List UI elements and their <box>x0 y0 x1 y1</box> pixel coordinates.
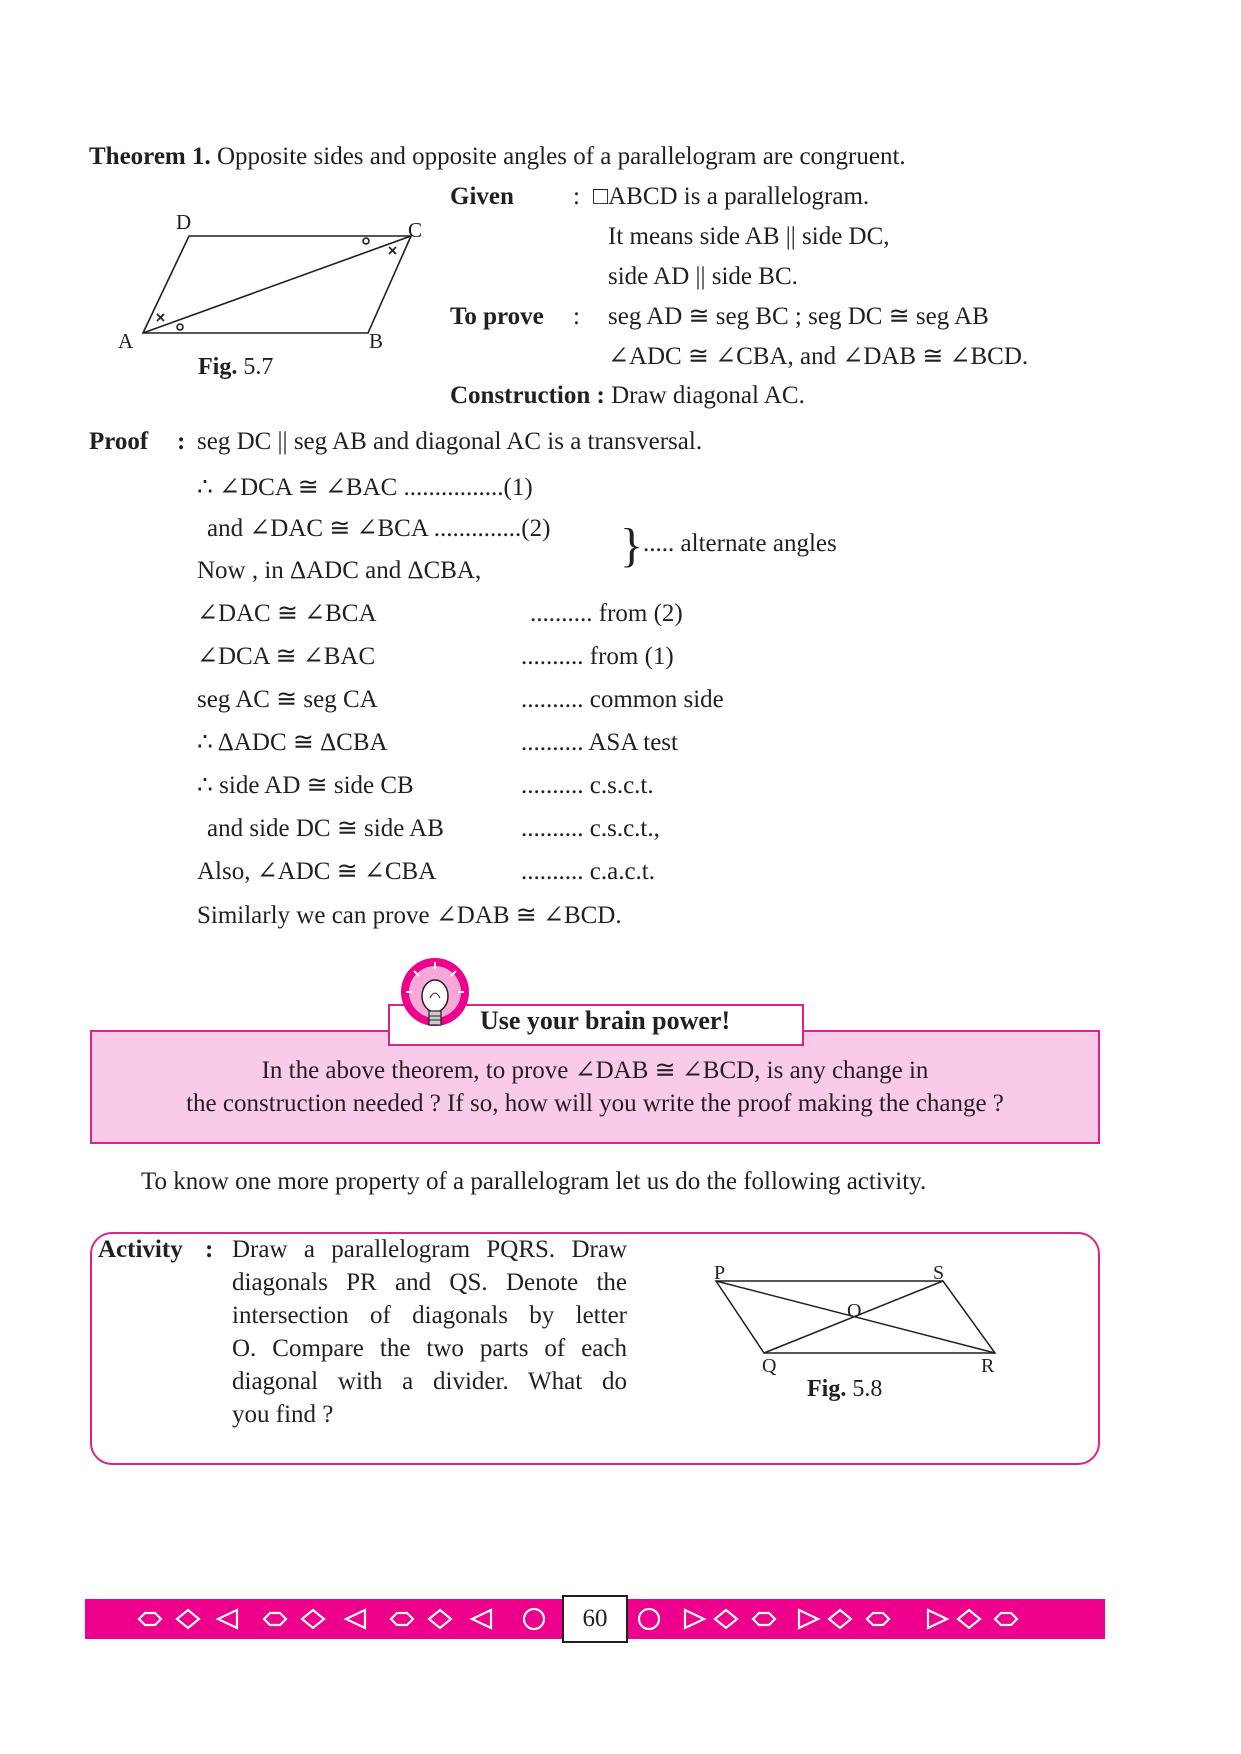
given-line-3: side AD || side BC. <box>608 263 798 290</box>
brain-power-title: Use your brain power! <box>480 1006 731 1035</box>
activity-line: Draw a parallelogram PQRS. Draw <box>232 1236 627 1263</box>
proof-step-reason: .......... c.s.c.t. <box>521 772 654 799</box>
figure-caption-5-7: Fig. 5.7 <box>198 354 274 380</box>
proof-step-reason: .......... c.s.c.t., <box>521 815 660 842</box>
theorem-text: Opposite sides and opposite angles of a parallelogram are congruent. <box>217 143 906 170</box>
to-prove-label: To prove <box>450 303 544 330</box>
activity-label: Activity <box>98 1236 183 1263</box>
vertex-label-o: O <box>847 1300 862 1322</box>
brain-power-line-1: In the above theorem, to prove ∠DAB ≅ ∠BCD, is any change in <box>261 1057 929 1084</box>
activity-line: O. Compare the two parts of each <box>232 1335 627 1362</box>
proof-step-reason: .......... from (2) <box>530 600 683 627</box>
activity-line: you find ? <box>232 1401 334 1428</box>
alternate-angles-note: }..... alternate angles <box>620 519 837 572</box>
proof-step-stmt: ∴ ΔADC ≅ ΔCBA <box>197 729 388 756</box>
vertex-label-b: B <box>369 329 384 353</box>
proof-line-1: ∴ ∠DCA ≅ ∠BAC ................(1) <box>197 474 533 501</box>
vertex-label-c: C <box>408 218 423 242</box>
proof-line-2: and ∠DAC ≅ ∠BCA ..............(2) <box>207 515 551 542</box>
to-prove-line-1: seg AD ≅ seg BC ; seg DC ≅ seg AB <box>608 303 989 330</box>
proof-step-reason: .......... common side <box>521 686 724 713</box>
vertex-label-q: Q <box>762 1355 777 1377</box>
vertex-label-a: A <box>118 329 134 353</box>
figure-caption-5-8: Fig. 5.8 <box>807 1376 883 1402</box>
to-prove-colon: : <box>573 303 580 330</box>
proof-step-reason: .......... from (1) <box>521 643 674 670</box>
proof-step-stmt: ∠DAC ≅ ∠BCA <box>197 600 377 627</box>
proof-colon: : <box>177 428 186 455</box>
brain-power-line-2: the construction needed ? If so, how will you write the proof making the change ? <box>186 1090 1004 1117</box>
proof-intro: seg DC || seg AB and diagonal AC is a transversal. <box>197 428 703 455</box>
vertex-label-r: R <box>981 1355 995 1377</box>
page-number: 60 <box>562 1595 628 1643</box>
proof-step-reason: .......... ASA test <box>521 729 678 756</box>
proof-label: Proof <box>89 428 149 455</box>
activity-line: intersection of diagonals by letter <box>232 1302 627 1329</box>
to-prove-line-2: ∠ADC ≅ ∠CBA, and ∠DAB ≅ ∠BCD. <box>608 343 1029 370</box>
activity-intro: To know one more property of a parallelogram let us do the following activity. <box>141 1168 927 1195</box>
theorem-label: Theorem 1. <box>89 143 211 170</box>
construction-label: Construction : <box>450 382 605 409</box>
proof-step-stmt: ∴ side AD ≅ side CB <box>197 772 414 799</box>
footer-decoration-right <box>628 1599 1105 1639</box>
given-label: Given <box>450 183 514 210</box>
given-line-1: □ABCD is a parallelogram. <box>593 183 870 210</box>
proof-step-reason: .......... c.a.c.t. <box>521 858 655 885</box>
activity-line: diagonals PR and QS. Denote the <box>232 1269 627 1296</box>
proof-step-stmt: Also, ∠ADC ≅ ∠CBA <box>197 858 437 885</box>
footer-decoration-left <box>85 1599 560 1639</box>
activity-line: diagonal with a divider. What do <box>232 1368 627 1395</box>
given-line-2: It means side AB || side DC, <box>608 223 890 250</box>
vertex-label-s: S <box>933 1262 945 1284</box>
proof-step-stmt: seg AC ≅ seg CA <box>197 686 378 713</box>
given-colon: : <box>573 183 580 210</box>
activity-colon: : <box>205 1236 214 1263</box>
vertex-label-p: P <box>714 1262 726 1284</box>
proof-step-stmt: ∠DCA ≅ ∠BAC <box>197 643 376 670</box>
construction-text: Draw diagonal AC. <box>611 382 805 409</box>
vertex-label-d: D <box>176 210 192 234</box>
proof-line-3: Now , in ΔADC and ΔCBA, <box>197 557 482 584</box>
proof-conclusion: Similarly we can prove ∠DAB ≅ ∠BCD. <box>197 902 622 929</box>
proof-step-stmt: and side DC ≅ side AB <box>207 815 444 842</box>
